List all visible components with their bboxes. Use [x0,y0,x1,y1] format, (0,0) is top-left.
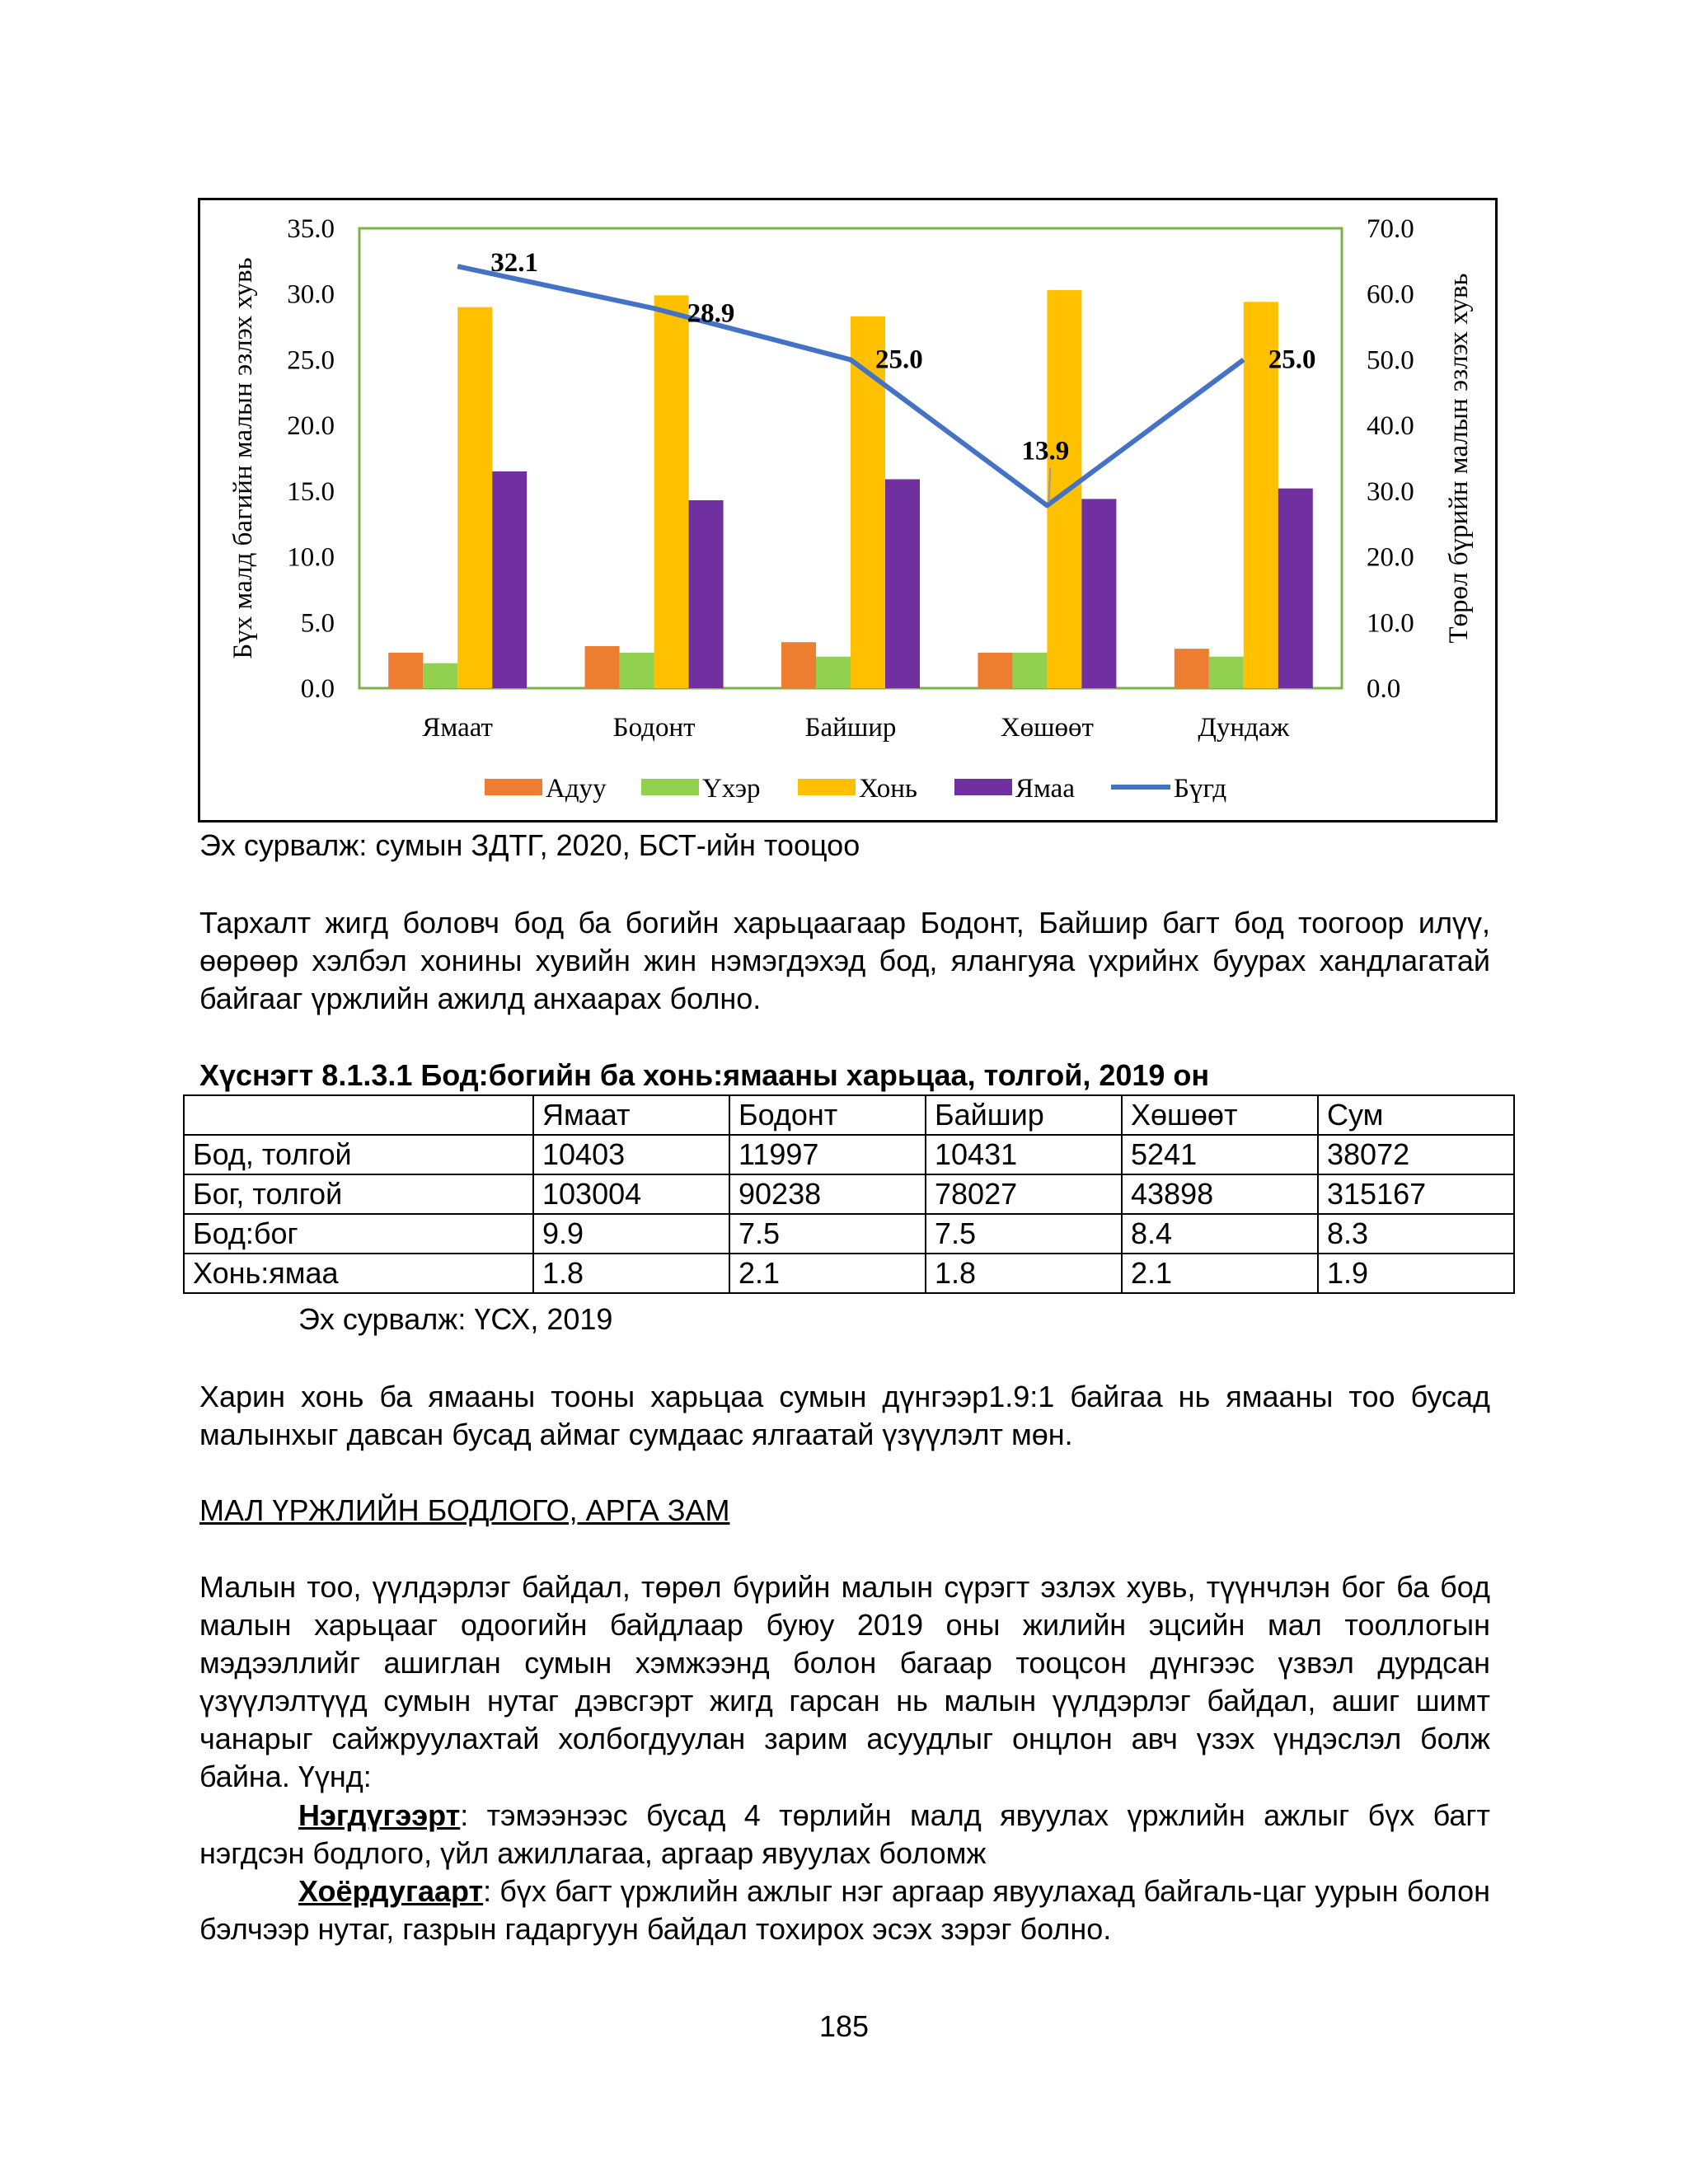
y-left-tick-label: 30.0 [287,279,335,310]
bar-Үхэр [1209,657,1244,688]
list-item-1-text: : тэмээнээс бусад 4 төрлийн малд явуулах үржлийн ажлыг бүх багт нэгдсэн бодлого, үйл ажиллагаа, аргаар явуулах боломж [199,1798,1490,1870]
y-left-tick-label: 0.0 [300,674,335,704]
y-right-tick-label: 50.0 [1367,345,1414,376]
list-item-2 [199,1872,1490,1948]
table-source: Эх сурвалж: ҮСХ, 2019 [298,1302,613,1336]
y-left-tick-label: 10.0 [287,542,335,573]
table-cell: 7.5 [926,1214,1122,1254]
table-cell: Бод:бог [184,1214,533,1254]
table-row [184,1174,1514,1214]
bar-Хонь [1047,290,1081,688]
legend-swatch [954,779,1012,795]
table-row [184,1254,1514,1293]
table-cell: Хонь:ямаа [184,1254,533,1293]
table-caption: Хүснэгт 8.1.3.1 Бод:богийн ба хонь:ямааны харьцаа, толгой, 2019 он [199,1058,1210,1092]
page-number: 185 [818,2009,870,2043]
x-tick-label: Байшир [804,713,897,743]
legend-swatch [485,779,542,795]
table-cell: 2.1 [729,1254,926,1293]
table-cell: 103004 [533,1174,729,1214]
list-item-2-text: : бүх багт үржлийн ажлыг нэг аргаар явуулахад байгаль-цаг уурын болон бэлчээр нутаг, газрын гадаргуун байдал тохирох эсэх зэрэг болно. [199,1874,1490,1946]
table-row [184,1214,1514,1254]
line-data-label: 25.0 [1268,344,1316,375]
chart-container [198,198,1498,823]
x-tick-label: Дундаж [1198,713,1290,743]
combo-chart [200,200,1495,820]
line-data-label: 25.0 [875,344,923,375]
table-cell: 10431 [926,1135,1122,1174]
table-cell: 38072 [1318,1135,1514,1174]
bar-Хонь [654,295,689,688]
bar-Адуу [388,653,423,688]
paragraph-3: Малын тоо, үүлдэрлэг байдал, төрөл бүрийн малын сүрэгт эзлэх хувь, түүнчлэн бог ба бод малын харьцааг одоогийн байдлаар буюу 2019 оны жилийн эцсийн мал тооллогын мэдээллийг ашиглан сумын хэмжээнд болон багаар тооцсон дүнгээс үзвэл дурдсан үзүүлэлтүүд сумын нутаг дэвсгэрт жигд гарсан нь малын үүлдэрлэг байдал, ашиг шимт чанарыг сайжруулахтай холбогдуулан зарим асуудлыг онцлон авч үзэх үндэслэл болж байна. Үүнд: [199,1570,1490,1793]
table-cell: 5241 [1122,1135,1318,1174]
legend-label: Хонь [859,774,917,804]
bar-Адуу [781,642,816,688]
section-heading [199,1492,729,1530]
chart-source: Эх сурвалж: сумын ЗДТГ, 2020, БСТ-ийн тооцоо [199,828,860,862]
table-cell: 10403 [533,1135,729,1174]
bar-Үхэр [816,657,851,688]
list-item-2-lead: Хоёрдугаарт [298,1874,484,1908]
table-cell: 1.9 [1318,1254,1514,1293]
legend-swatch [798,779,856,795]
y-right-tick-label: 70.0 [1367,214,1414,244]
line-data-label: 32.1 [490,248,538,279]
table-cell: 315167 [1318,1174,1514,1214]
bar-Ямаа [1278,489,1313,688]
y-right-tick-label: 0.0 [1367,674,1401,704]
list-item-1-lead: Нэгдүгээрт [298,1798,461,1832]
table-header-cell: Бодонт [729,1095,926,1135]
table-cell: 2.1 [1122,1254,1318,1293]
legend-label: Үхэр [702,774,761,804]
bar-Үхэр [423,663,457,688]
table-cell: 9.9 [533,1214,729,1254]
table-header-cell: Сум [1318,1095,1514,1135]
list-item-1 [199,1797,1490,1872]
bar-Ямаа [885,480,920,688]
y-left-tick-label: 35.0 [287,214,335,244]
table-header-cell [184,1095,533,1135]
table-cell: 1.8 [926,1254,1122,1293]
table-header-cell: Байшир [926,1095,1122,1135]
y-left-tick-label: 5.0 [300,608,335,639]
table-row [184,1135,1514,1174]
table-cell: 43898 [1122,1174,1318,1214]
x-tick-label: Бодонт [612,713,696,743]
legend-swatch [641,779,699,795]
y-right-tick-label: 10.0 [1367,608,1414,639]
y-right-tick-label: 30.0 [1367,476,1414,507]
y-left-tick-label: 25.0 [287,345,335,376]
table-cell: 11997 [729,1135,926,1174]
y-left-axis-title: Бүх малд багийн малын эзлэх хувь [228,257,258,659]
y-left-tick-label: 15.0 [287,476,335,507]
line-data-label: 13.9 [1021,436,1070,466]
table-header-cell: Ямаат [533,1095,729,1135]
table-cell: Бог, толгой [184,1174,533,1214]
table-cell: 78027 [926,1174,1122,1214]
bar-Адуу [1175,649,1209,688]
table-cell: 7.5 [729,1214,926,1254]
y-right-axis-title: Төрөл бүрийн малын эзлэх хувь [1444,273,1474,644]
bar-Ямаа [689,500,724,688]
table-cell: 8.4 [1122,1214,1318,1254]
bar-Үхэр [1012,653,1047,688]
y-right-tick-label: 60.0 [1367,279,1414,310]
y-right-tick-label: 20.0 [1367,542,1414,573]
paragraph-1: Тархалт жигд боловч бод ба богийн харьцаагаар Бодонт, Байшир багт бод тоогоор илүү, өөрөөр хэлбэл хонины хувийн жин нэмэгдэхэд бод, ялангуяа үхрийнх буурах хандлагатай байгааг үржлийн ажилд анхаарах болно. [199,906,1490,1015]
bar-Адуу [978,653,1012,688]
x-tick-label: Ямаат [422,713,493,743]
table-cell: 8.3 [1318,1214,1514,1254]
bar-Адуу [585,646,620,688]
legend-label: Адуу [546,774,607,804]
bar-Үхэр [620,653,654,688]
table-header-row [184,1095,1514,1135]
table-header-cell: Хөшөөт [1122,1095,1318,1135]
bar-Ямаа [492,471,527,688]
table-cell: 1.8 [533,1254,729,1293]
y-left-tick-label: 20.0 [287,411,335,442]
bar-Хонь [457,307,492,688]
legend-label: Ямаа [1015,774,1075,804]
legend-label: Бүгд [1174,774,1227,804]
table-cell: 90238 [729,1174,926,1214]
line-data-label: 28.9 [687,298,735,329]
x-tick-label: Хөшөөт [1000,713,1094,743]
y-right-tick-label: 40.0 [1367,411,1414,442]
paragraph-2: Харин хонь ба ямааны тооны харьцаа сумын дүнгээр1.9:1 байгаа нь ямааны тоо бусад малынхыг давсан бусад аймаг сумдаас ялгаатай үзүүлэлт мөн. [199,1380,1490,1451]
table-cell: Бод, толгой [184,1135,533,1174]
bar-Ямаа [1081,499,1116,688]
ratio-table [183,1094,1515,1294]
section-heading-text: МАЛ ҮРЖЛИЙН БОДЛОГО, АРГА ЗАМ [199,1493,730,1527]
